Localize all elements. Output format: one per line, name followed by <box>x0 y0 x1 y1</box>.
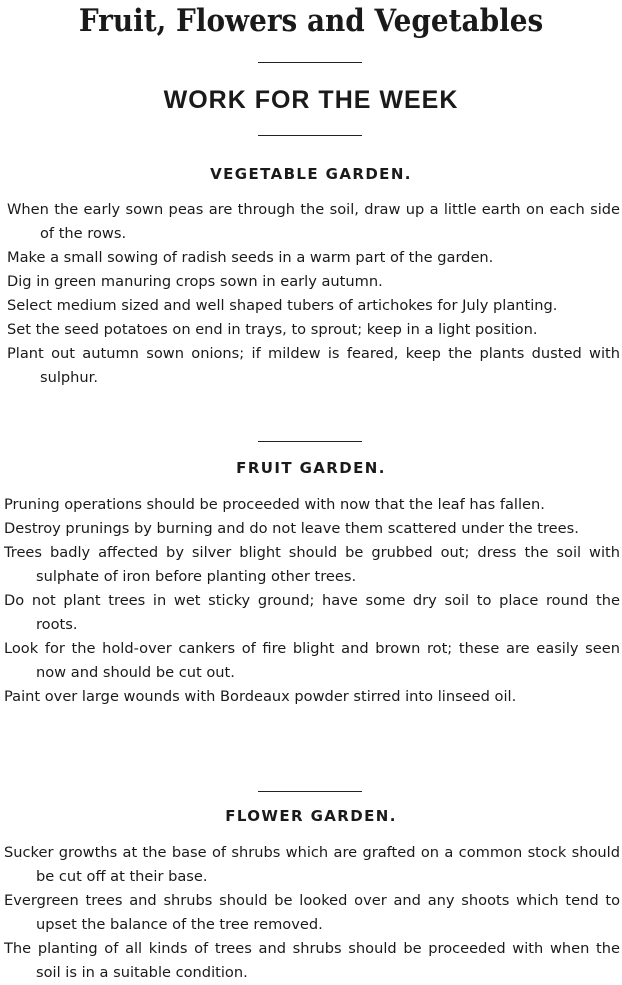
page-title: Fruit, Flowers and Vegetables <box>78 3 544 39</box>
section-heading-flower: FLOWER GARDEN. <box>225 807 397 825</box>
list-item: Select medium sized and well shaped tubers of artichokes for July planting. <box>7 297 558 314</box>
subtitle-divider <box>258 135 362 136</box>
section-heading-vegetable: VEGETABLE GARDEN. <box>210 165 412 183</box>
flower-task-list <box>0 841 620 985</box>
list-item: Do not plant trees in wet sticky ground; have some dry soil to place round the roots. <box>4 592 620 633</box>
page-subtitle: WORK FOR THE WEEK <box>163 86 459 114</box>
list-item: Sucker growths at the base of shrubs which are grafted on a common stock should be cut off at their base. <box>4 844 620 885</box>
list-item: Pruning operations should be proceeded with now that the leaf has fallen. <box>4 496 545 513</box>
list-item: When the early sown peas are through the soil, draw up a little earth on each side of the rows. <box>7 201 620 242</box>
list-item: Set the seed potatoes on end in trays, to sprout; keep in a light position. <box>7 321 538 338</box>
vegetable-task-list <box>0 198 620 390</box>
list-item: Paint over large wounds with Bordeaux powder stirred into linseed oil. <box>4 688 517 705</box>
section-divider <box>258 791 362 792</box>
list-item: The planting of all kinds of trees and shrubs should be proceeded with when the soil is in a suitable condition. <box>4 940 620 981</box>
list-item: Evergreen trees and shrubs should be looked over and any shoots which tend to upset the balance of the tree removed. <box>4 892 620 933</box>
section-heading-fruit: FRUIT GARDEN. <box>236 459 386 477</box>
list-item: Plant out autumn sown onions; if mildew is feared, keep the plants dusted with sulphur. <box>7 345 620 386</box>
list-item: Dig in green manuring crops sown in early autumn. <box>7 273 383 290</box>
list-item: Look for the hold-over cankers of fire blight and brown rot; these are easily seen now and should be cut out. <box>4 640 620 681</box>
list-item: Destroy prunings by burning and do not leave them scattered under the trees. <box>4 520 579 537</box>
list-item: Trees badly affected by silver blight should be grubbed out; dress the soil with sulphate of iron before planting other trees. <box>4 544 620 585</box>
list-item: Make a small sowing of radish seeds in a warm part of the garden. <box>7 249 494 266</box>
fruit-task-list <box>0 493 620 709</box>
title-divider <box>258 62 362 63</box>
section-divider <box>258 441 362 442</box>
